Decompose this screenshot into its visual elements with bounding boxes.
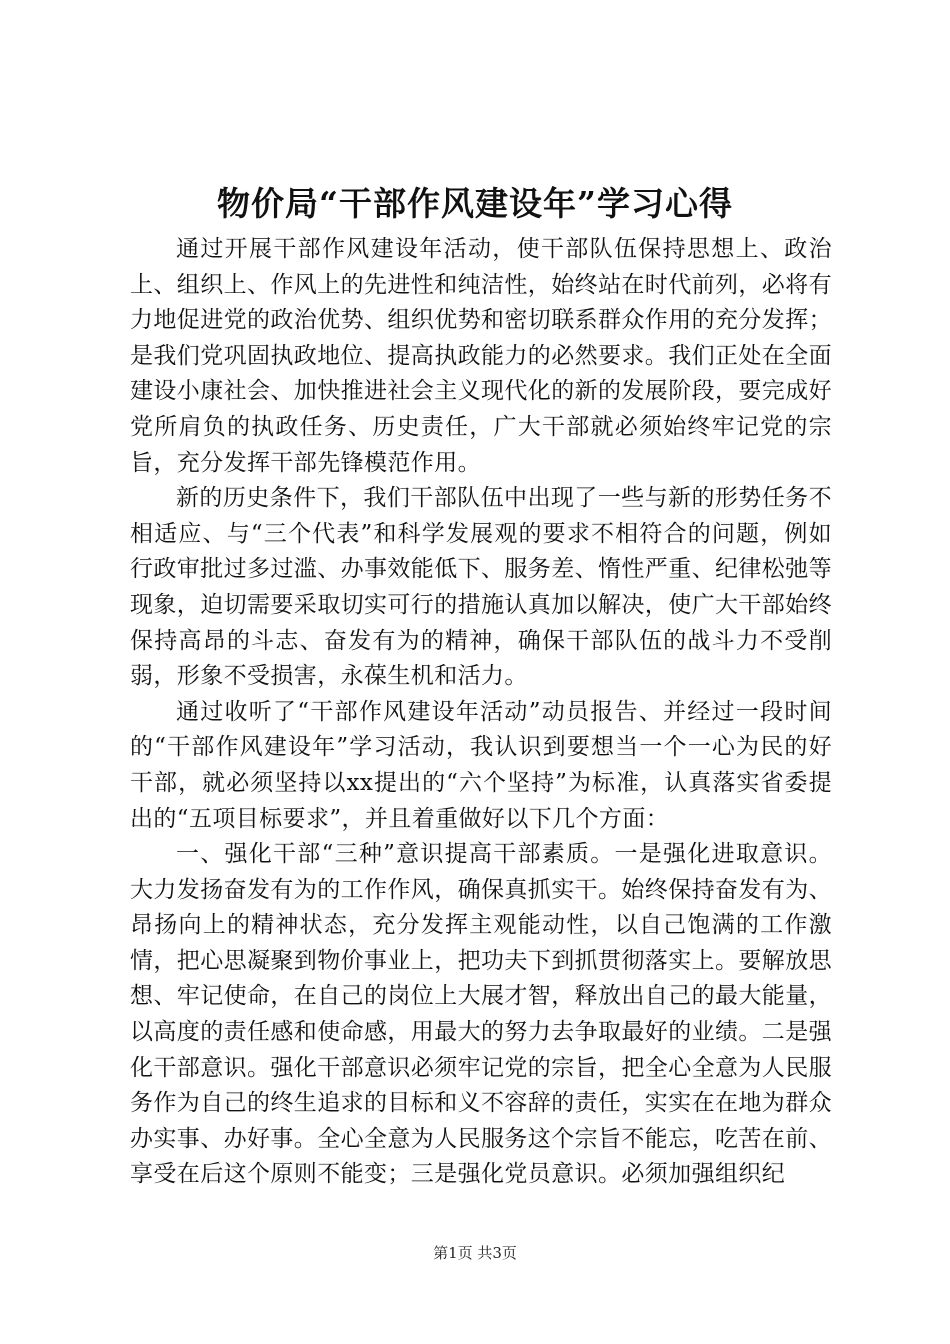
document-title: 物价局“干部作风建设年”学习心得 xyxy=(217,184,733,223)
paragraph-2: 新的历史条件下，我们干部队伍中出现了一些与新的形势任务不相适应、与“三个代表”和科学发展观的要求不相符合的问题，例如行政审批过多过滥、办事效能低下、服务差、惰性严重、纪律松弛等现象，迫切需要采取切实可行的措施认真加以解决，使广大干部始终保持高昂的斗志、奋发有为的精神，确保干部队伍的战斗力不受削弱，形象不受损害，永葆生机和活力。 xyxy=(130,485,832,690)
paragraph-4: 一、强化干部“三种”意识提高干部素质。一是强化进取意识。大力发扬奋发有为的工作作风，确保真抓实干。始终保持奋发有为、昂扬向上的精神状态，充分发挥主观能动性，以自己饱满的工作激情，把心思凝聚到物价事业上，把功夫下到抓贯彻落实上。要解放思想、牢记使命，在自己的岗位上大展才智，释放出自己的最大能量，以高度的责任感和使命感，用最大的努力去争取最好的业绩。二是强化干部意识。强化干部意识必须牢记党的宗旨，把全心全意为人民服务作为自己的终生追求的目标和义不容辞的责任，实实在在地为群众办实事、办好事。全心全意为人民服务这个宗旨不能忘，吃苦在前、享受在后这个原则不能变；三是强化党员意识。必须加强组织纪 xyxy=(130,841,832,1188)
paragraph-1: 通过开展干部作风建设年活动，使干部队伍保持思想上、政治上、组织上、作风上的先进性和纯洁性，始终站在时代前列，必将有力地促进党的政治优势、组织优势和密切联系群众作用的充分发挥；是我们党巩固执政地位、提高执政能力的必然要求。我们正处在全面建设小康社会、加快推进社会主义现代化的新的发展阶段，要完成好党所肩负的执政任务、历史责任，广大干部就必须始终牢记党的宗旨，充分发挥干部先锋模范作用。 xyxy=(130,236,832,476)
document-body xyxy=(130,232,832,1193)
page-number-footer: 第1页 共3页 xyxy=(433,1244,517,1262)
paragraph-3: 通过收听了“干部作风建设年活动”动员报告、并经过一段时间的“干部作风建设年”学习活动，我认识到要想当一个一心为民的好干部，就必须坚持以xx提出的“六个坚持”为标准，认真落实省委提出的“五项目标要求”，并且着重做好以下几个方面： xyxy=(130,698,832,832)
